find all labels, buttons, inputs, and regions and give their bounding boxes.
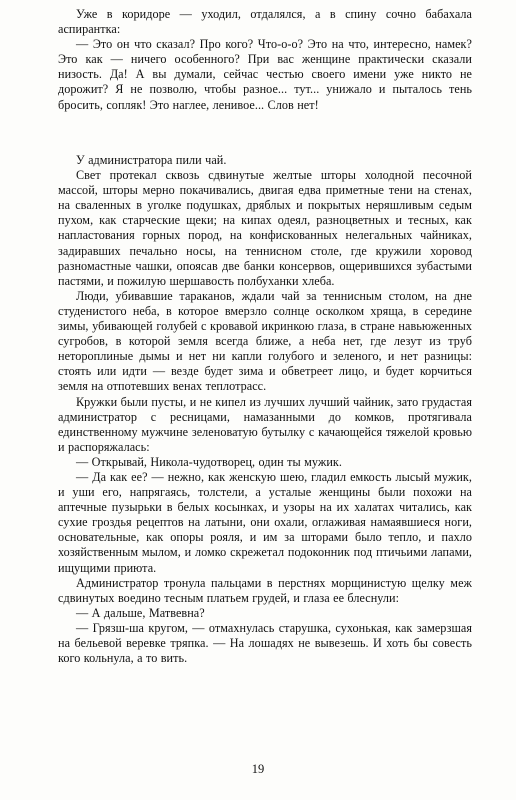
paragraph: Кружки были пусты, и не кипел из лучших лучший чайник, зато грудастая администратор с ресницами, намазанными до комков, протягивала единственному мужчине зеленоватую бутылку с качающейся тяжелой кровью и распоряжалась: [58,394,472,454]
paragraph: — Грязш-ша кругом, — отмахнулась старушка, сухонькая, как замерзшая на бельевой веревке тряпка. — На лошадях не вывезешь. И хоть бы совесть кого кольнула, а то вить. [58,620,472,666]
paragraph: Свет протекал сквозь сдвинутые желтые шторы холодной песочной массой, шторы мерно покачивались, двигая едва приметные тени на стенах, на сваленных в уголке подушках, дряблых и покрытых неряшливым седым пухом, как старческие щеки; на кипах одеял, разноцветных и тесных, как напластования горных пород, на конфискованных нелегальных чайниках, задиравших печально носы, на теннисном столе, где кружили хоровод разномастные чашки, опоясав две банки консервов, ощерившихся зубастыми пастями, и пожилую шершавость полбуханки хлеба. [58,168,472,288]
paragraph: — Да как ее? — нежно, как женскую шею, гладил емкость лысый мужик, и уши его, напрягаясь, толстели, а усталые женщины были похожи на аптечные пузырьки в белых косынках, и узоры на их халатах читались, как сухие гроздья рецептов на латыни, они охали, оглаживая намаявшиеся ноги, основательные, как опоры рояля, и им за шторами было тепло, и пахло хозяйственным мылом, и ломко скрежетал подоконник под птичьими лапами, ищущими приюта. [58,469,472,575]
paragraph: — А дальше, Матвевна? [76,605,205,620]
paragraph: Уже в коридоре — уходил, отдалялся, а в спину сочно бабахала аспирантка: [58,7,472,37]
paragraph: Администратор тронула пальцами в перстнях морщинистую щелку меж сдвинутых воедино тесным платьем грудей, и глаза ее блеснули: [58,575,472,605]
paragraph: Люди, убивавшие тараканов, ждали чай за теннисным столом, на дне студенистого неба, в которое вмерзло солнце осколком хряща, в середине зимы, убивающей голубей с кровавой икринкою глаза, в стране навьюженных сугробов, в которой земля всегда ближе, а неба нет, где лезут из труб нетороплиные дымы и нет ни капли голубого и зеленого, и нет разницы: стоять или идти — везде будет зима и обветреет лицо, и будет корчиться земля на отпотевших венах теплотрасс. [58,288,472,394]
paragraph: — Открывай, Никола-чудотворец, один ты мужик. [76,454,342,469]
text-section-1 [58,7,472,113]
page-number: 19 [251,762,265,776]
paragraph: — Это он что сказал? Про кого? Что-о-о? Это на что, интересно, намек? Это как — ничего особенного? При вас женщине практически сказали низость. Да! А вы думали, сейчас честью своего имени уже никто не дорожит? Я не позволю, чтобы разное... тут... унижало и пыталось тень бросить, сопляк! Это наглее, ленивое... Слов нет! [58,37,472,112]
text-section-2 [58,153,472,666]
paragraph: У администратора пили чай. [76,153,227,167]
